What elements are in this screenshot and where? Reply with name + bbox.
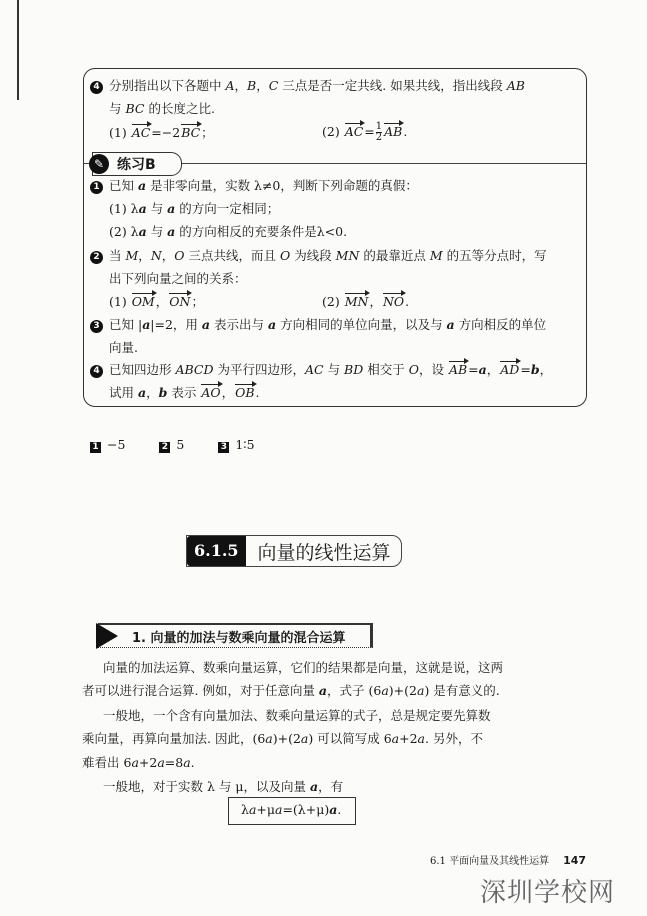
exercise-line: [109, 200, 279, 218]
math-italic: M: [429, 248, 443, 263]
text: =: [468, 362, 479, 377]
text: 已知 |: [109, 317, 143, 332]
answers: [90, 436, 255, 454]
text: 与: [146, 224, 168, 239]
vector-symbol: a: [309, 779, 319, 794]
text: (1): [109, 125, 131, 140]
text: .: [337, 802, 342, 817]
text: 与: [146, 201, 168, 216]
exercise-line: [109, 293, 204, 311]
text: 的方向一定相同；: [175, 201, 280, 216]
math-italic: a: [300, 731, 309, 746]
text: +2: [138, 755, 158, 770]
text: =(λ+μ): [282, 802, 330, 817]
vector: OB: [235, 385, 255, 400]
text: 表示出与: [210, 317, 268, 332]
text: (1): [109, 294, 131, 309]
text: 为平行四边形，: [213, 362, 305, 377]
text: |=2，用: [150, 317, 202, 332]
vector-symbol: a: [446, 317, 455, 332]
vector: OM: [131, 294, 155, 309]
math-italic: O: [174, 248, 185, 263]
math-italic: M: [125, 248, 139, 263]
text: ，有: [318, 779, 344, 794]
math-italic: A: [225, 78, 235, 93]
math-italic: a: [275, 802, 283, 817]
vector: AC: [344, 124, 364, 139]
text: 向量.: [109, 340, 138, 355]
question-line: [109, 100, 215, 118]
text: ，: [221, 385, 235, 400]
text: λ: [241, 802, 249, 817]
section-title: 向量的线性运算: [257, 541, 391, 564]
text: 难看出 6: [82, 755, 132, 770]
math-italic: a: [248, 802, 257, 817]
text: ) 是有意义的.: [424, 683, 500, 698]
text: 的五等分点时，写: [442, 248, 547, 263]
text: 分别指出以下各题中: [109, 78, 226, 93]
subsection-heading: [98, 623, 373, 648]
exercise-line: [109, 339, 138, 357]
vector-symbol: b: [158, 385, 168, 400]
vector: MN: [344, 294, 369, 309]
exercise-line: [90, 316, 546, 334]
vector: NO: [382, 294, 405, 309]
math-italic: B: [247, 78, 257, 93]
formula-box: [228, 797, 356, 825]
vector: AB: [448, 362, 468, 377]
question-line: [109, 77, 525, 95]
text: (2): [322, 124, 344, 139]
section-number: 6.1.5: [187, 536, 246, 566]
exercise-line: [90, 177, 418, 195]
question-line: [109, 124, 214, 142]
vector-symbol: a: [267, 317, 277, 332]
text: 当: [109, 248, 126, 263]
vector-symbol: a: [137, 385, 147, 400]
text: 者可以进行混合运算. 例如，对于任意向量: [82, 683, 319, 698]
answer-number: 1: [90, 442, 101, 453]
math-italic: O: [279, 248, 291, 263]
text: 与: [323, 362, 345, 377]
math-italic: AB: [506, 78, 525, 93]
text: (1) λ: [109, 201, 139, 216]
math-italic: a: [381, 683, 389, 698]
text: 的长度之比.: [144, 101, 215, 116]
math-italic: a: [391, 731, 400, 746]
vector: AD: [500, 362, 520, 377]
watermark: 深圳学校网: [480, 878, 616, 908]
text: ，: [486, 362, 500, 377]
text: (2) λ: [109, 224, 139, 239]
math-italic: AC: [305, 362, 324, 377]
exercise-line: [109, 270, 247, 288]
paragraph-line: [82, 730, 483, 748]
vector-symbol: a: [478, 362, 487, 377]
paragraph-line: [103, 659, 503, 677]
text: 方向相反的单位: [454, 317, 547, 332]
vector-symbol: a: [137, 178, 147, 193]
text: .: [405, 294, 410, 309]
page-number: 147: [563, 854, 587, 867]
answer-item: [159, 437, 184, 452]
exercise-line: [90, 247, 547, 265]
numerator: 1: [375, 121, 383, 132]
vector-symbol: a: [167, 224, 176, 239]
text: 表示: [167, 385, 201, 400]
text: +μ: [256, 802, 275, 817]
math-italic: N: [150, 248, 162, 263]
math-italic: a: [157, 755, 165, 770]
text: 向量的加法运算、数乘向量运算，它们的结果都是向量，这就是说，这两: [103, 660, 504, 675]
exercise-line: [109, 223, 347, 241]
text: 相交于: [363, 362, 409, 377]
text: )+(2: [388, 683, 417, 698]
question-number: 1: [90, 181, 103, 194]
vector-symbol: b: [530, 362, 540, 377]
exercise-b-tag: [92, 152, 182, 176]
math-italic: BD: [344, 362, 364, 377]
text: ，: [369, 294, 382, 309]
pencil-check-icon: ✎: [89, 154, 109, 174]
text: ，式子 (6: [327, 683, 382, 698]
text: 三点是否一定共线. 如果共线，指出线段: [278, 78, 507, 93]
answer-number: 2: [159, 442, 170, 453]
vector-symbol: a: [142, 317, 151, 332]
text: 的最靠近点: [359, 248, 430, 263]
denominator: 2: [375, 132, 383, 143]
text: 试用: [109, 385, 138, 400]
text: 乘向量，再算向量加法. 因此，(6: [82, 731, 266, 746]
text: ，: [146, 385, 159, 400]
vector-symbol: a: [138, 224, 147, 239]
answer-value: 1∶5: [235, 437, 255, 452]
text: ，: [256, 78, 269, 93]
text: 三点共线，而且: [184, 248, 280, 263]
vector-symbol: a: [329, 802, 338, 817]
text: 是非零向量，实数 λ≠0，判断下列命题的真假：: [146, 178, 418, 193]
text: ；: [201, 125, 214, 140]
text: 方向相同的单位向量，以及与: [276, 317, 447, 332]
question-number: 4: [90, 365, 103, 378]
exercise-b-label: 练习B: [117, 157, 156, 173]
math-italic: a: [183, 755, 191, 770]
answer-value: 5: [176, 437, 185, 452]
math-italic: a: [131, 755, 139, 770]
vector: AC: [131, 125, 151, 140]
text: ，: [234, 78, 248, 93]
vector-symbol: a: [138, 201, 147, 216]
math-italic: C: [268, 78, 279, 93]
answer-value: −5: [107, 437, 126, 452]
footer-section: 6.1 平面向量及其线性运算: [430, 856, 550, 867]
text: )+(2: [272, 731, 301, 746]
question-line: [322, 122, 407, 143]
text: 一般地，对于实数 λ 与 μ，以及向量: [103, 779, 310, 794]
vector: BC: [181, 125, 201, 140]
vector-symbol: a: [318, 683, 328, 698]
exercise-line: [109, 384, 260, 402]
question-number-wrap: [90, 77, 109, 95]
text: 一般地，一个含有向量加法、数乘向量运算的式子，总是规定要先算数: [103, 708, 491, 723]
text: ，设: [418, 362, 448, 377]
text: . 另外，不: [425, 731, 483, 746]
subsection-title: 1. 向量的加法与数乘向量的混合运算: [132, 630, 346, 646]
paragraph-line: [103, 778, 343, 796]
text: 已知四边形: [109, 362, 176, 377]
text: =−2: [151, 125, 181, 140]
page-edge: [17, 0, 19, 100]
math-italic: a: [265, 731, 273, 746]
text: ；: [191, 294, 204, 309]
math-italic: BC: [125, 101, 145, 116]
vector: AB: [384, 124, 403, 139]
exercise-line: [322, 293, 409, 311]
text: .: [190, 755, 195, 770]
answer-item: [90, 437, 125, 452]
paragraph-line: [82, 754, 195, 772]
text: ，: [138, 248, 151, 263]
math-italic: a: [416, 683, 425, 698]
question-number: 2: [90, 251, 103, 264]
page-footer: [430, 852, 586, 867]
text: =8: [164, 755, 184, 770]
vector: ON: [169, 294, 191, 309]
question-number: 4: [90, 81, 103, 94]
math-italic: MN: [335, 248, 360, 263]
text: .: [255, 385, 260, 400]
vector-symbol: a: [201, 317, 211, 332]
answer-number: 3: [218, 442, 229, 453]
text: ，: [539, 362, 553, 377]
text: (2): [322, 294, 344, 309]
triangle-marker-icon: [96, 623, 118, 649]
text: 已知: [109, 178, 138, 193]
vector: AO: [201, 385, 221, 400]
math-italic: a: [417, 731, 425, 746]
math-italic: O: [408, 362, 419, 377]
text: 出下列向量之间的关系：: [109, 271, 247, 286]
text: 与: [109, 101, 126, 116]
text: ，: [161, 248, 175, 263]
exercise-line: [90, 361, 552, 379]
text: .: [403, 124, 408, 139]
text: ，: [155, 294, 169, 309]
math-italic: ABCD: [175, 362, 214, 377]
answer-item: [218, 437, 254, 452]
text: =: [364, 124, 375, 139]
text: ) 可以简写成 6: [308, 731, 392, 746]
vector-symbol: a: [167, 201, 176, 216]
paragraph-line: [82, 682, 500, 700]
question-number: 3: [90, 320, 103, 333]
section-heading: [186, 535, 402, 567]
paragraph-line: [103, 707, 491, 725]
text: =: [520, 362, 531, 377]
text: 的方向相反的充要条件是λ<0.: [175, 224, 348, 239]
text: 为线段: [290, 248, 336, 263]
fraction: [376, 122, 382, 143]
text: +2: [399, 731, 418, 746]
